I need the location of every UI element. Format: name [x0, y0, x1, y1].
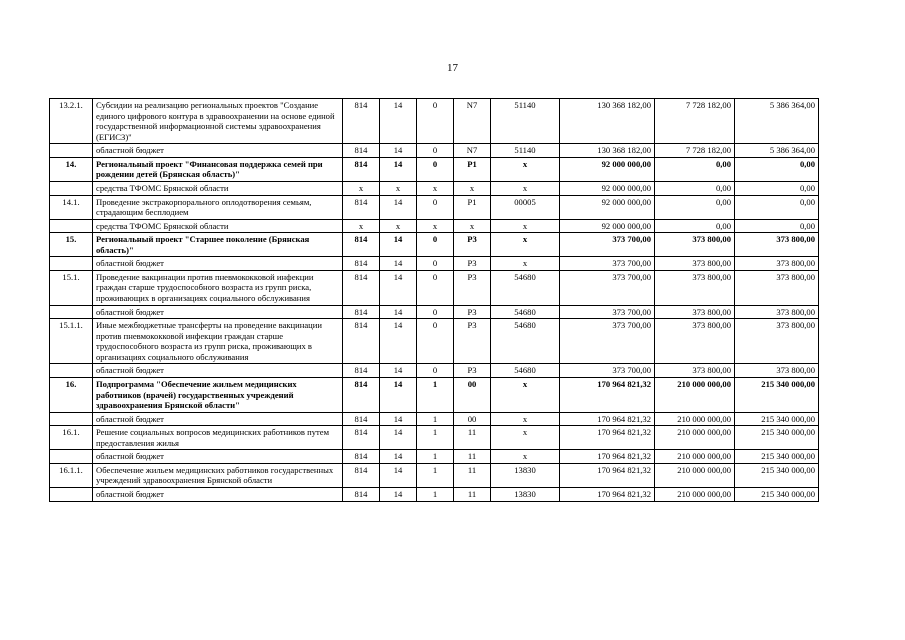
- cell-project-code: 00: [454, 377, 491, 412]
- cell-code: 16.1.: [50, 426, 93, 450]
- cell-ministry-code: 814: [343, 450, 380, 464]
- cell-amount-3: 215 340 000,00: [735, 426, 819, 450]
- cell-amount-1: 170 964 821,32: [560, 450, 655, 464]
- cell-ministry-code: 814: [343, 305, 380, 319]
- cell-name: областной бюджет: [93, 412, 343, 426]
- cell-amount-2: 373 800,00: [655, 364, 735, 378]
- cell-name: средства ТФОМС Брянской области: [93, 181, 343, 195]
- cell-program-code: 14: [380, 412, 417, 426]
- cell-code: 14.1.: [50, 195, 93, 219]
- cell-code: 14.: [50, 157, 93, 181]
- table-row: [50, 377, 819, 412]
- cell-name: Решение социальных вопросов медицинских работников путем предоставления жилья: [93, 426, 343, 450]
- table-row: [50, 233, 819, 257]
- table-row: [50, 488, 819, 502]
- cell-project-code: P3: [454, 305, 491, 319]
- cell-code: [50, 257, 93, 271]
- cell-amount-1: 373 700,00: [560, 270, 655, 305]
- cell-project-code: N7: [454, 99, 491, 144]
- cell-amount-2: 210 000 000,00: [655, 377, 735, 412]
- cell-code: 15.1.: [50, 270, 93, 305]
- cell-amount-3: 215 340 000,00: [735, 488, 819, 502]
- cell-code: [50, 305, 93, 319]
- cell-program-code: 14: [380, 233, 417, 257]
- cell-ministry-code: x: [343, 219, 380, 233]
- cell-amount-1: 373 700,00: [560, 305, 655, 319]
- cell-name: Субсидии на реализацию региональных проектов "Создание единого цифрового контура в здравоохранении на основе единой государственной информационной системы здравоохранения (ЕГИСЗ)": [93, 99, 343, 144]
- cell-project-code: 11: [454, 426, 491, 450]
- cell-ministry-code: x: [343, 181, 380, 195]
- cell-amount-1: 92 000 000,00: [560, 181, 655, 195]
- cell-program-code: 14: [380, 99, 417, 144]
- table-row: [50, 195, 819, 219]
- cell-code: [50, 144, 93, 158]
- cell-amount-1: 373 700,00: [560, 257, 655, 271]
- cell-direction-code: x: [491, 412, 560, 426]
- cell-amount-1: 92 000 000,00: [560, 195, 655, 219]
- cell-project-code: P3: [454, 364, 491, 378]
- cell-program-code: x: [380, 219, 417, 233]
- cell-ministry-code: 814: [343, 99, 380, 144]
- cell-amount-2: 373 800,00: [655, 233, 735, 257]
- cell-project-code: x: [454, 181, 491, 195]
- cell-direction-code: 54680: [491, 305, 560, 319]
- cell-subprogram-code: 0: [417, 364, 454, 378]
- cell-amount-3: 373 800,00: [735, 233, 819, 257]
- cell-amount-2: 210 000 000,00: [655, 412, 735, 426]
- cell-direction-code: 51140: [491, 99, 560, 144]
- cell-direction-code: 51140: [491, 144, 560, 158]
- cell-amount-2: 373 800,00: [655, 270, 735, 305]
- cell-subprogram-code: x: [417, 219, 454, 233]
- cell-subprogram-code: 1: [417, 377, 454, 412]
- cell-amount-1: 373 700,00: [560, 319, 655, 364]
- cell-amount-3: 215 340 000,00: [735, 412, 819, 426]
- cell-amount-3: 373 800,00: [735, 319, 819, 364]
- cell-amount-2: 7 728 182,00: [655, 144, 735, 158]
- cell-amount-3: 373 800,00: [735, 270, 819, 305]
- table-row: [50, 181, 819, 195]
- cell-amount-1: 92 000 000,00: [560, 219, 655, 233]
- cell-amount-1: 170 964 821,32: [560, 426, 655, 450]
- cell-name: Региональный проект "Старшее поколение (Брянская область)": [93, 233, 343, 257]
- cell-code: 15.1.1.: [50, 319, 93, 364]
- cell-amount-1: 130 368 182,00: [560, 99, 655, 144]
- cell-amount-3: 215 340 000,00: [735, 450, 819, 464]
- cell-program-code: x: [380, 181, 417, 195]
- cell-subprogram-code: 0: [417, 319, 454, 364]
- cell-amount-2: 210 000 000,00: [655, 463, 735, 487]
- cell-amount-1: 92 000 000,00: [560, 157, 655, 181]
- table-row: [50, 364, 819, 378]
- cell-direction-code: x: [491, 233, 560, 257]
- cell-amount-3: 0,00: [735, 195, 819, 219]
- table-row: [50, 450, 819, 464]
- cell-amount-2: 0,00: [655, 157, 735, 181]
- cell-subprogram-code: 1: [417, 463, 454, 487]
- cell-amount-1: 170 964 821,32: [560, 463, 655, 487]
- cell-code: 16.1.1.: [50, 463, 93, 487]
- table-row: [50, 270, 819, 305]
- table-row: [50, 219, 819, 233]
- cell-ministry-code: 814: [343, 257, 380, 271]
- cell-program-code: 14: [380, 426, 417, 450]
- cell-program-code: 14: [380, 157, 417, 181]
- cell-ministry-code: 814: [343, 426, 380, 450]
- cell-direction-code: x: [491, 377, 560, 412]
- cell-program-code: 14: [380, 195, 417, 219]
- cell-project-code: P3: [454, 233, 491, 257]
- cell-amount-3: 0,00: [735, 181, 819, 195]
- cell-subprogram-code: 0: [417, 305, 454, 319]
- cell-name: Подпрограмма "Обеспечение жильем медицинских работников (врачей) государственных учреждений здравоохранения Брянской области": [93, 377, 343, 412]
- cell-subprogram-code: 1: [417, 426, 454, 450]
- cell-subprogram-code: 0: [417, 257, 454, 271]
- cell-subprogram-code: 0: [417, 99, 454, 144]
- cell-code: [50, 219, 93, 233]
- cell-program-code: 14: [380, 319, 417, 364]
- cell-program-code: 14: [380, 377, 417, 412]
- cell-subprogram-code: 0: [417, 233, 454, 257]
- cell-direction-code: x: [491, 450, 560, 464]
- cell-amount-3: 0,00: [735, 219, 819, 233]
- table-row: [50, 305, 819, 319]
- cell-amount-1: 373 700,00: [560, 233, 655, 257]
- cell-ministry-code: 814: [343, 319, 380, 364]
- cell-program-code: 14: [380, 257, 417, 271]
- cell-amount-2: 210 000 000,00: [655, 450, 735, 464]
- cell-amount-2: 0,00: [655, 219, 735, 233]
- cell-name: Иные межбюджетные трансферты на проведение вакцинации против пневмококковой инфекции граждан старше трудоспособного возраста из групп риска, проживающих в организациях социального обслуживания: [93, 319, 343, 364]
- cell-direction-code: 54680: [491, 364, 560, 378]
- cell-direction-code: 54680: [491, 270, 560, 305]
- cell-program-code: 14: [380, 270, 417, 305]
- cell-amount-2: 373 800,00: [655, 257, 735, 271]
- cell-ministry-code: 814: [343, 157, 380, 181]
- cell-subprogram-code: 0: [417, 195, 454, 219]
- cell-project-code: P1: [454, 195, 491, 219]
- table-row: [50, 157, 819, 181]
- cell-amount-1: 170 964 821,32: [560, 412, 655, 426]
- cell-direction-code: x: [491, 157, 560, 181]
- cell-project-code: 11: [454, 463, 491, 487]
- cell-amount-2: 0,00: [655, 195, 735, 219]
- cell-name: областной бюджет: [93, 144, 343, 158]
- cell-direction-code: 54680: [491, 319, 560, 364]
- cell-subprogram-code: x: [417, 181, 454, 195]
- cell-direction-code: 13830: [491, 488, 560, 502]
- cell-code: [50, 364, 93, 378]
- cell-code: 15.: [50, 233, 93, 257]
- cell-project-code: P3: [454, 257, 491, 271]
- cell-direction-code: x: [491, 426, 560, 450]
- cell-program-code: 14: [380, 463, 417, 487]
- table-row: [50, 319, 819, 364]
- cell-amount-2: 210 000 000,00: [655, 488, 735, 502]
- cell-subprogram-code: 0: [417, 144, 454, 158]
- cell-name: Региональный проект "Финансовая поддержка семей при рождении детей (Брянская область)": [93, 157, 343, 181]
- cell-direction-code: x: [491, 181, 560, 195]
- cell-amount-1: 170 964 821,32: [560, 377, 655, 412]
- cell-subprogram-code: 0: [417, 270, 454, 305]
- cell-subprogram-code: 1: [417, 450, 454, 464]
- cell-ministry-code: 814: [343, 195, 380, 219]
- cell-amount-2: 210 000 000,00: [655, 426, 735, 450]
- cell-amount-3: 5 386 364,00: [735, 99, 819, 144]
- cell-ministry-code: 814: [343, 270, 380, 305]
- cell-code: 13.2.1.: [50, 99, 93, 144]
- cell-name: Проведение вакцинации против пневмококковой инфекции граждан старше трудоспособного возраста из групп риска, проживающих в организациях социального обслуживания: [93, 270, 343, 305]
- table-row: [50, 257, 819, 271]
- cell-name: областной бюджет: [93, 450, 343, 464]
- cell-project-code: 11: [454, 488, 491, 502]
- cell-amount-3: 215 340 000,00: [735, 377, 819, 412]
- cell-amount-2: 0,00: [655, 181, 735, 195]
- cell-direction-code: x: [491, 219, 560, 233]
- cell-direction-code: 00005: [491, 195, 560, 219]
- cell-amount-2: 373 800,00: [655, 319, 735, 364]
- cell-project-code: x: [454, 219, 491, 233]
- cell-direction-code: x: [491, 257, 560, 271]
- page-number: 17: [447, 62, 458, 74]
- cell-ministry-code: 814: [343, 488, 380, 502]
- cell-project-code: 11: [454, 450, 491, 464]
- table-row: [50, 144, 819, 158]
- cell-name: областной бюджет: [93, 364, 343, 378]
- cell-ministry-code: 814: [343, 377, 380, 412]
- cell-project-code: N7: [454, 144, 491, 158]
- cell-program-code: 14: [380, 488, 417, 502]
- cell-subprogram-code: 1: [417, 412, 454, 426]
- cell-code: [50, 488, 93, 502]
- cell-name: Обеспечение жильем медицинских работников государственных учреждений здравоохранения Брянской области: [93, 463, 343, 487]
- cell-ministry-code: 814: [343, 463, 380, 487]
- cell-ministry-code: 814: [343, 364, 380, 378]
- cell-program-code: 14: [380, 144, 417, 158]
- cell-name: областной бюджет: [93, 488, 343, 502]
- table-row: [50, 426, 819, 450]
- cell-program-code: 14: [380, 450, 417, 464]
- cell-ministry-code: 814: [343, 144, 380, 158]
- cell-ministry-code: 814: [343, 412, 380, 426]
- cell-program-code: 14: [380, 364, 417, 378]
- cell-amount-3: 373 800,00: [735, 257, 819, 271]
- table-row: [50, 412, 819, 426]
- cell-direction-code: 13830: [491, 463, 560, 487]
- cell-project-code: P3: [454, 319, 491, 364]
- cell-amount-2: 7 728 182,00: [655, 99, 735, 144]
- cell-name: областной бюджет: [93, 305, 343, 319]
- cell-program-code: 14: [380, 305, 417, 319]
- cell-amount-3: 215 340 000,00: [735, 463, 819, 487]
- cell-amount-1: 130 368 182,00: [560, 144, 655, 158]
- cell-subprogram-code: 0: [417, 157, 454, 181]
- cell-name: областной бюджет: [93, 257, 343, 271]
- cell-project-code: P1: [454, 157, 491, 181]
- cell-subprogram-code: 1: [417, 488, 454, 502]
- cell-project-code: 00: [454, 412, 491, 426]
- cell-ministry-code: 814: [343, 233, 380, 257]
- cell-project-code: P3: [454, 270, 491, 305]
- cell-code: [50, 181, 93, 195]
- cell-amount-1: 170 964 821,32: [560, 488, 655, 502]
- cell-code: [50, 450, 93, 464]
- budget-table-body: [50, 99, 819, 502]
- cell-amount-3: 373 800,00: [735, 305, 819, 319]
- cell-amount-2: 373 800,00: [655, 305, 735, 319]
- table-row: [50, 99, 819, 144]
- cell-code: [50, 412, 93, 426]
- cell-amount-1: 373 700,00: [560, 364, 655, 378]
- budget-table: [49, 98, 819, 502]
- cell-code: 16.: [50, 377, 93, 412]
- cell-amount-3: 5 386 364,00: [735, 144, 819, 158]
- cell-name: Проведение экстракорпорального оплодотворения семьям, страдающим бесплодием: [93, 195, 343, 219]
- table-row: [50, 463, 819, 487]
- cell-name: средства ТФОМС Брянской области: [93, 219, 343, 233]
- cell-amount-3: 373 800,00: [735, 364, 819, 378]
- cell-amount-3: 0,00: [735, 157, 819, 181]
